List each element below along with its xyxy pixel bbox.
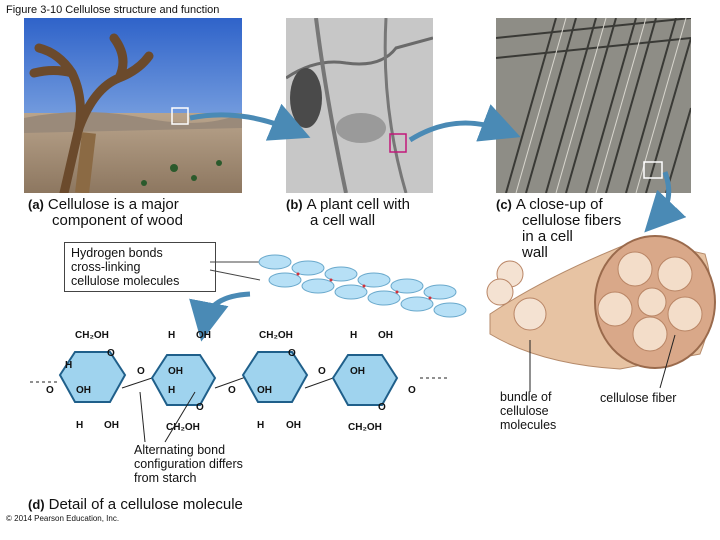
caption-b-line1: A plant cell with [306,196,410,213]
hydrogen-bonds-box [64,242,216,292]
atom-o-9: O [408,385,416,396]
alt-line2: configuration differs [134,457,243,471]
caption-c-line2: cellulose fibers [522,212,622,229]
bundle-line1: bundle of [500,390,552,404]
atom-oh-5: OH [257,385,272,396]
atom-ch2oh-3: CH₂OH [259,330,293,341]
atom-oh-8: OH [350,366,365,377]
caption-c-letter: (c) [496,197,512,212]
atom-o-2: O [46,385,54,396]
atom-o-1: O [107,348,115,359]
atom-o-4: O [196,402,204,413]
atom-o-6: O [228,385,236,396]
atom-h-1: H [65,360,73,371]
atom-h-4: H [168,385,176,396]
atom-oh-4: OH [168,366,183,377]
caption-c-line1: A close-up of [515,196,603,213]
atom-oh-2: OH [104,420,119,431]
bundle-line3: molecules [500,418,557,432]
atom-o-8: O [378,402,386,413]
atom-o-5: O [288,348,296,359]
bundle-label [500,390,556,432]
alt-line3: from starch [134,471,197,485]
caption-c-line4: wall [522,244,548,261]
atom-o-7: O [318,366,326,377]
caption-d-letter: (d) [28,497,45,512]
caption-b-line2: a cell wall [310,212,376,229]
arrow-c-to-fiber [658,172,669,218]
caption-a-line1: Cellulose is a major [47,196,179,213]
alt-line1: Alternating bond [134,443,226,457]
alternating-bond-note [134,443,243,485]
hbond-line1: Hydrogen bonds [71,246,163,260]
atom-ch2oh-4: CH₂OH [348,422,382,433]
arrow-b-to-c [410,123,502,140]
hbond-line2: cross-linking [71,260,141,274]
fiber-label: cellulose fiber [600,391,677,405]
caption-a-letter: (a) [28,197,44,212]
caption-d [28,497,243,513]
caption-c-line3: in a cell [522,228,573,245]
atom-ch2oh-2: CH₂OH [166,422,200,433]
caption-d-text: Detail of a cellulose molecule [48,496,243,513]
caption-a-line2: component of wood [52,212,183,229]
atom-h-6: H [350,330,358,341]
figure-title: Figure 3-10 Cellulose structure and function [6,4,220,16]
atom-h-3: H [168,330,176,341]
atom-oh-6: OH [286,420,301,431]
glucose-chain [30,330,450,440]
alt-bond-pointers [120,390,220,450]
glucose-ring-4 [333,355,397,405]
hbond-line3: cellulose molecules [71,274,180,288]
atom-oh-7: OH [378,330,393,341]
caption-b-letter: (b) [286,197,303,212]
bundle-line2: cellulose [500,404,549,418]
cellulose-chains [200,240,490,330]
copyright: © 2014 Pearson Education, Inc. [6,514,120,523]
atom-oh-3: OH [196,330,211,341]
atom-o-3: O [137,366,145,377]
atom-h-5: H [257,420,265,431]
arrow-a-to-b [190,115,292,130]
atom-h-2: H [76,420,84,431]
atom-ch2oh-1: CH₂OH [75,330,109,341]
glucose-ring-3 [243,352,307,402]
atom-oh-1: OH [76,385,91,396]
